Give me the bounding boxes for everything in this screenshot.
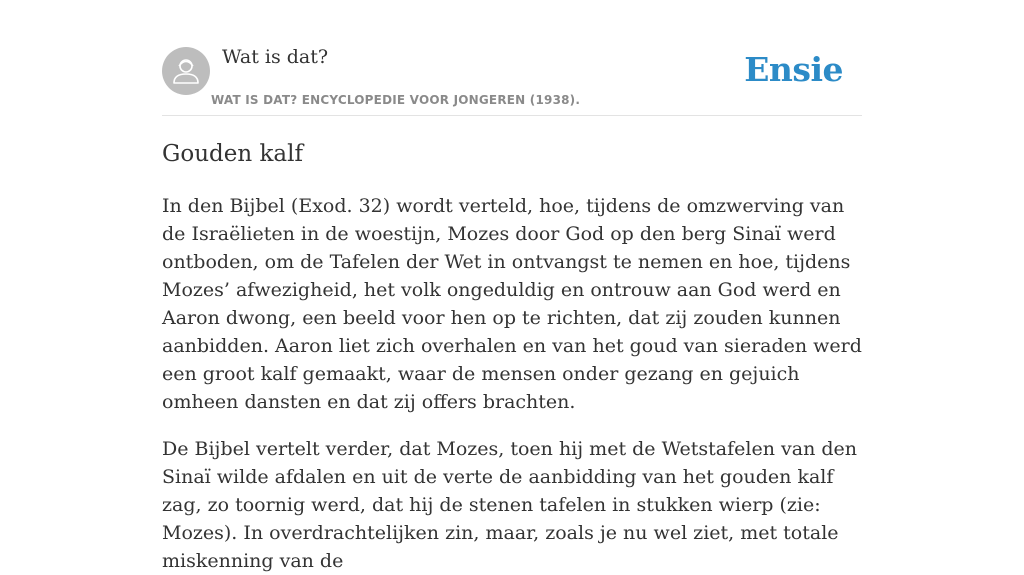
source-avatar[interactable]	[162, 47, 210, 95]
source-subtitle: WAT IS DAT? ENCYCLOPEDIE VOOR JONGEREN (1938).	[211, 93, 581, 107]
article-title: Gouden kalf	[162, 141, 304, 167]
user-outline-icon	[162, 47, 210, 95]
source-title[interactable]: Wat is dat?	[222, 46, 329, 68]
article-paragraph: In den Bijbel (Exod. 32) wordt verteld, hoe, tijdens de omzwerving van de Israëlieten in de woestijn, Mozes door God op den berg Sinaï werd ontboden, om de Tafelen der Wet in ontvangst te nemen en hoe, tijdens Mozes’ afwezigheid, het volk ongeduldig en ontrouw aan God werd en Aaron dwong, een beeld voor hen op te richten, dat zij zouden kunnen aanbidden. Aaron liet zich overhalen en van het goud van sieraden werd een groot kalf gemaakt, waar de mensen onder gezang en gejuich omheen dansten en dat zij offers brachten.	[162, 195, 862, 413]
article-paragraph: De Bijbel vertelt verder, dat Mozes, toen hij met de Wetstafelen van den Sinaï wilde afdalen en uit de verte de aanbidding van het gouden kalf zag, zo toornig werd, dat hij de stenen tafelen in stukken wierp (zie: Mozes). In overdrachtelijken zin, maar, zoals je nu wel ziet, met totale miskenning van de	[162, 438, 857, 572]
article	[162, 138, 864, 575]
ensie-logo[interactable]: Ensie	[744, 50, 843, 89]
source-header	[162, 0, 862, 116]
